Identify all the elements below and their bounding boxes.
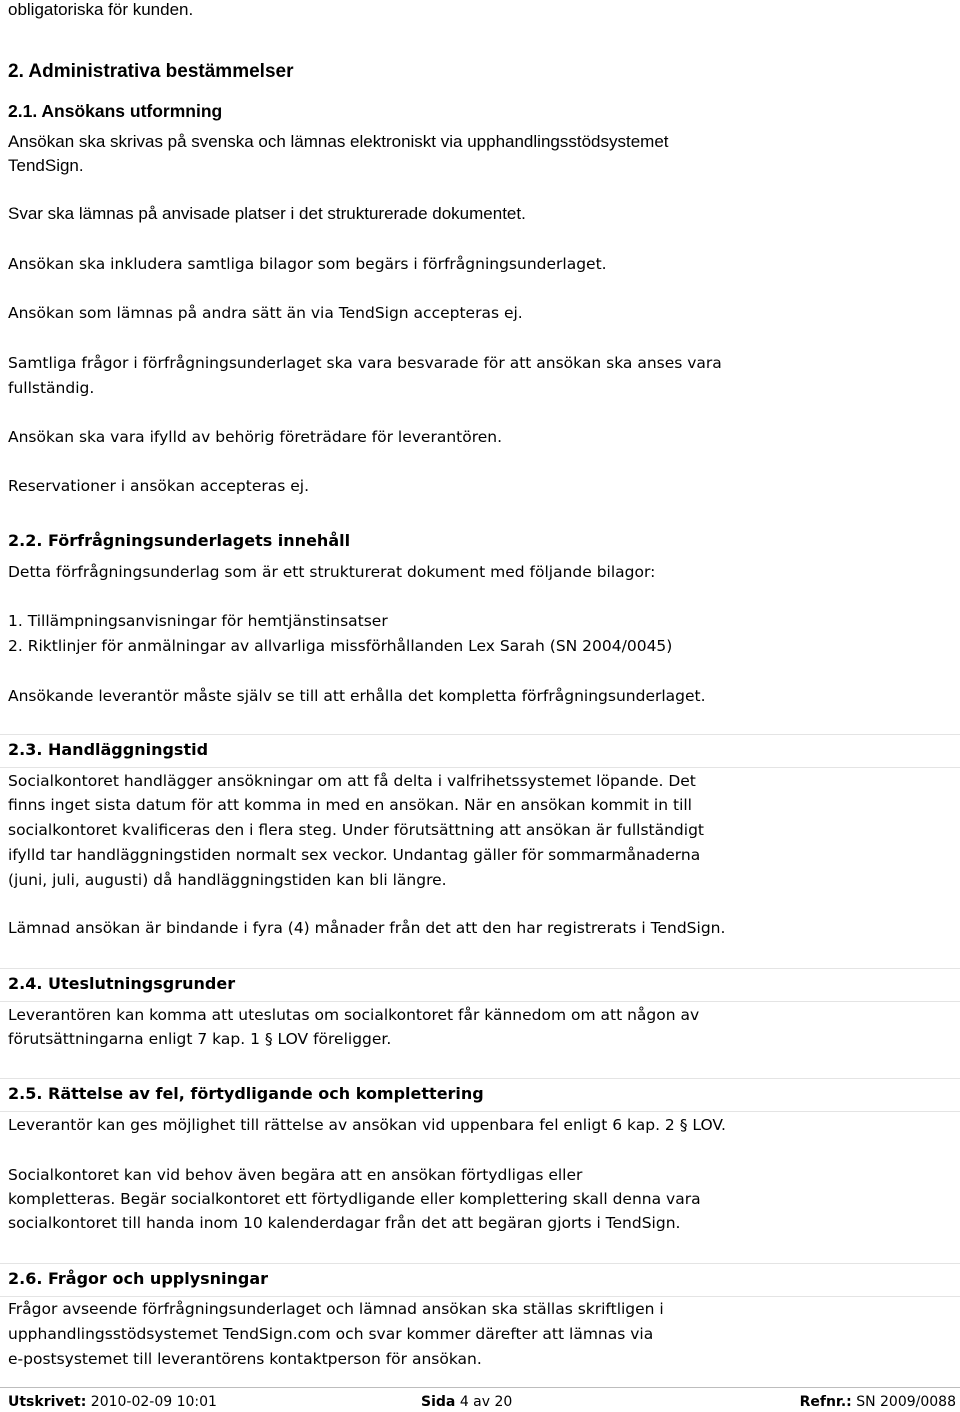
paragraph-line: kompletteras. Begär socialkontoret ett förtydligande eller komplettering skall denna vara: [8, 1190, 701, 1208]
ref-value: SN 2009/0088: [856, 1394, 956, 1410]
printed-date: [8, 1394, 217, 1410]
subsection-heading-2-6: 2.6. Frågor och upplysningar: [8, 1269, 269, 1288]
list-item: 2. Riktlinjer för anmälningar av allvarliga missförhållanden Lex Sarah (SN 2004/0045): [8, 637, 673, 655]
section-bar: [0, 1263, 960, 1297]
paragraph-line: socialkontoret till handa inom 10 kalenderdagar från det att begäran gjorts i TendSign.: [8, 1214, 681, 1232]
page-number: [421, 1394, 512, 1410]
section-bar: [0, 968, 960, 1002]
paragraph-line: ifylld tar handläggningstiden normalt sex veckor. Undantag gäller för sommarmånaderna: [8, 846, 701, 864]
paragraph-line: fullständig.: [8, 379, 95, 397]
page-value: 4 av 20: [459, 1394, 513, 1410]
subsection-heading-2-4: 2.4. Uteslutningsgrunder: [8, 974, 236, 993]
subsection-heading-2-5: 2.5. Rättelse av fel, förtydligande och komplettering: [8, 1084, 484, 1103]
section-heading: 2. Administrativa bestämmelser: [8, 61, 294, 82]
paragraph-line: Samtliga frågor i förfrågningsunderlaget ska vara besvarade för att ansökan ska anses vara: [8, 354, 722, 372]
section-bar: [0, 1078, 960, 1112]
paragraph-line: Detta förfrågningsunderlag som är ett strukturerat dokument med följande bilagor:: [8, 563, 656, 581]
subsection-heading-2-2: 2.2. Förfrågningsunderlagets innehåll: [8, 531, 351, 550]
printed-value: 2010-02-09 10:01: [90, 1394, 217, 1410]
paragraph-line: Reservationer i ansökan accepteras ej.: [8, 477, 310, 495]
page-label: Sida: [421, 1394, 456, 1410]
paragraph-line: Socialkontoret handlägger ansökningar om att få delta i valfrihetssystemet löpande. Det: [8, 772, 696, 790]
paragraph-line: Svar ska lämnas på anvisade platser i det strukturerade dokumentet.: [8, 204, 526, 223]
page-footer: [0, 1394, 960, 1412]
subsection-heading-2-3: 2.3. Handläggningstid: [8, 740, 209, 759]
paragraph-line: finns inget sista datum för att komma in med en ansökan. När en ansökan kommit in till: [8, 796, 692, 814]
printed-label: Utskrivet:: [8, 1394, 87, 1410]
list-item: 1. Tillämpningsanvisningar för hemtjänstinsatser: [8, 612, 388, 630]
paragraph-line: TendSign.: [8, 156, 84, 175]
paragraph-line: förutsättningarna enligt 7 kap. 1 § LOV föreligger.: [8, 1030, 392, 1048]
paragraph-line: Ansökan ska vara ifylld av behörig företrädare för leverantören.: [8, 428, 503, 446]
paragraph-line: Leverantören kan komma att uteslutas om socialkontoret får kännedom om att någon av: [8, 1006, 700, 1024]
reference-number: [800, 1394, 956, 1410]
section-bar: [0, 734, 960, 768]
subsection-heading-2-1: 2.1. Ansökans utformning: [8, 101, 223, 121]
paragraph-line: Socialkontoret kan vid behov även begära att en ansökan förtydligas eller: [8, 1166, 583, 1184]
paragraph-line: Ansökande leverantör måste själv se till att erhålla det kompletta förfrågningsunderlaget.: [8, 687, 706, 705]
paragraph-line: Ansökan ska inkludera samtliga bilagor som begärs i förfrågningsunderlaget.: [8, 255, 607, 273]
paragraph-line: Frågor avseende förfrågningsunderlaget och lämnad ansökan ska ställas skriftligen i: [8, 1300, 664, 1318]
paragraph-line: Ansökan som lämnas på andra sätt än via TendSign accepteras ej.: [8, 304, 523, 322]
paragraph-line: e-postsystemet till leverantörens kontaktperson för ansökan.: [8, 1350, 482, 1368]
paragraph-line: Ansökan ska skrivas på svenska och lämnas elektroniskt via upphandlingsstödsystemet: [8, 132, 669, 151]
footer-rule: [0, 1387, 960, 1388]
paragraph-line: socialkontoret kvalificeras den i flera steg. Under förutsättning att ansökan är fullständigt: [8, 821, 704, 839]
paragraph-line: (juni, juli, augusti) då handläggningstiden kan bli längre.: [8, 871, 447, 889]
ref-label: Refnr.:: [799, 1394, 852, 1410]
paragraph-line: Leverantör kan ges möjlighet till rättelse av ansökan vid uppenbara fel enligt 6 kap. 2 § LOV.: [8, 1116, 726, 1134]
paragraph-line: upphandlingsstödsystemet TendSign.com och svar kommer därefter att lämnas via: [8, 1325, 654, 1343]
paragraph-line: Lämnad ansökan är bindande i fyra (4) månader från det att den har registrerats i TendSign.: [8, 919, 726, 937]
top-line: obligatoriska för kunden.: [8, 0, 194, 19]
